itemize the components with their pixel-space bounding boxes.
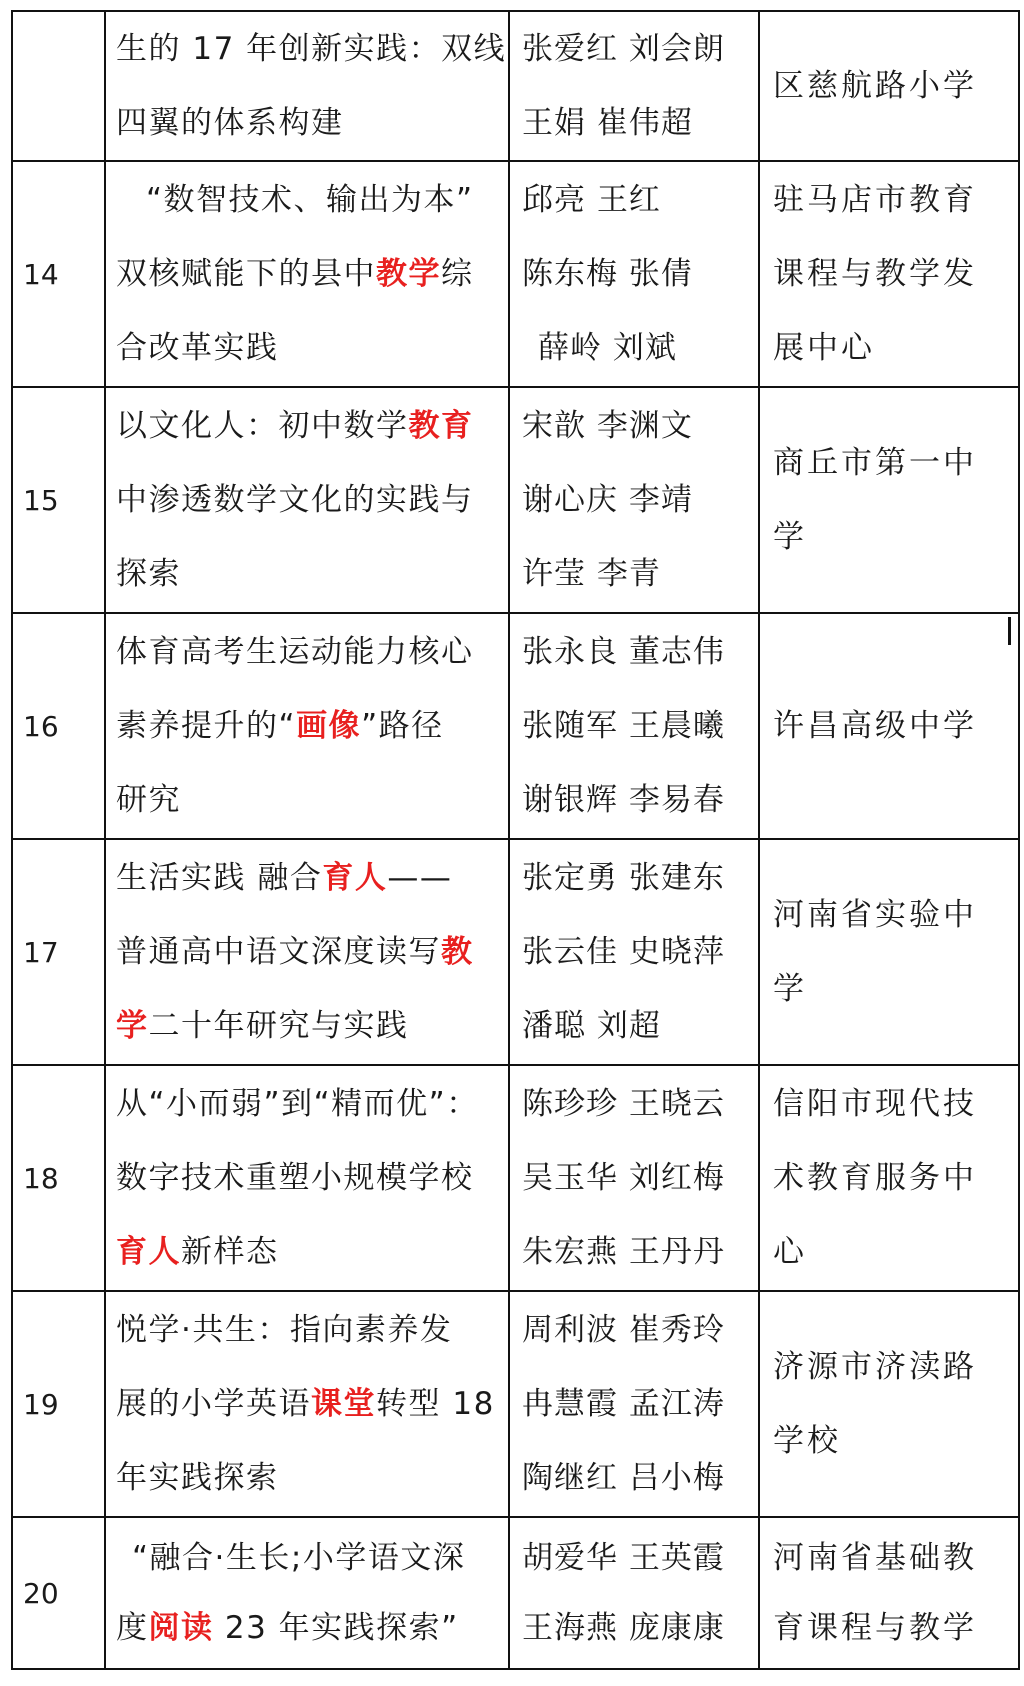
table-row (12, 613, 1019, 839)
title-text: 素养提升的“ (116, 708, 297, 744)
title-line (116, 1215, 508, 1289)
title-line (116, 389, 508, 463)
author-names: 谢心庆 李靖 (522, 482, 693, 518)
author-names: 薛岭 刘斌 (538, 330, 677, 366)
author-names: 王娟 崔伟超 (522, 105, 693, 141)
edge-mark (1008, 617, 1011, 645)
title-text: ”路径 (361, 708, 444, 744)
title-text: 转型 18 (376, 1386, 495, 1422)
title-line (116, 1441, 508, 1515)
title-text: “数智技术、输出为本” (146, 182, 474, 218)
authors-cell (509, 1065, 759, 1291)
organization-line: 商丘市第一中 (773, 445, 977, 481)
author-names: 张永良 董志伟 (522, 634, 725, 670)
organization-line: 许昌高级中学 (773, 708, 977, 744)
title-text: 展的小学英语 (116, 1386, 311, 1422)
title-text: 度 (116, 1610, 149, 1646)
author-names: 邱亮 王红 (522, 182, 661, 218)
author-names: 谢银辉 李易春 (522, 782, 725, 818)
title-line (116, 1067, 508, 1141)
title-text: 生活实践 融合 (116, 860, 323, 896)
title-line (116, 1523, 508, 1593)
organization-line: 学 (773, 519, 807, 555)
project-title-cell (105, 387, 509, 613)
author-names: 胡爱华 王英霞 (522, 1540, 725, 1576)
title-text: 四翼的体系构建 (116, 105, 344, 141)
author-names: 冉慧霞 孟江涛 (522, 1386, 725, 1422)
author-names: 王海燕 庞康康 (522, 1610, 725, 1646)
organization-cell (759, 161, 1019, 387)
project-title-cell (105, 1517, 509, 1669)
highlighted-keyword: 育人 (116, 1234, 181, 1270)
table-row (12, 1291, 1019, 1517)
author-names: 张定勇 张建东 (522, 860, 725, 896)
title-text: 新样态 (181, 1234, 279, 1270)
author-names: 陈东梅 张倩 (522, 256, 693, 292)
row-number: 18 (12, 1065, 105, 1291)
title-line (116, 86, 508, 160)
organization-line: 术教育服务中 (773, 1160, 977, 1196)
table-row (12, 839, 1019, 1065)
row-number: 16 (12, 613, 105, 839)
organization-line: 驻马店市教育 (773, 182, 977, 218)
organization-line: 信阳市现代技 (773, 1086, 977, 1122)
organization-cell (759, 839, 1019, 1065)
title-line (116, 1367, 508, 1441)
authors-cell (509, 161, 759, 387)
title-text: 体育高考生运动能力核心 (116, 634, 474, 670)
title-text: 23 年实践探索” (213, 1610, 459, 1646)
table-row (12, 1517, 1019, 1669)
author-names: 张云佳 史晓萍 (522, 934, 725, 970)
highlighted-keyword: 课堂 (311, 1386, 376, 1422)
table-row (12, 1065, 1019, 1291)
title-line (116, 915, 508, 989)
project-title-cell (105, 1291, 509, 1517)
organization-line: 课程与教学发 (773, 256, 977, 292)
author-names: 潘聪 刘超 (522, 1008, 661, 1044)
title-text: 以文化人：初中数学 (116, 408, 409, 444)
author-names: 许莹 李青 (522, 556, 661, 592)
title-text: 普通高中语文深度读写 (116, 934, 441, 970)
title-line (116, 1593, 508, 1663)
author-names: 陶继红 吕小梅 (522, 1460, 725, 1496)
authors-cell (509, 839, 759, 1065)
title-text: 综 (441, 256, 474, 292)
highlighted-keyword: 教学 (376, 256, 441, 292)
row-number: 19 (12, 1291, 105, 1517)
organization-cell (759, 387, 1019, 613)
title-text: 双核赋能下的县中 (116, 256, 376, 292)
title-text: 探索 (116, 556, 181, 592)
title-text: 研究 (116, 782, 181, 818)
title-line (116, 1293, 508, 1367)
table-row (12, 387, 1019, 613)
project-title-cell (105, 11, 509, 161)
title-text: 从“小而弱”到“精而优”： (116, 1086, 479, 1122)
title-text: 生的 17 年创新实践：双线 (116, 31, 507, 67)
organization-cell (759, 11, 1019, 161)
highlighted-keyword: 教 (441, 934, 474, 970)
highlighted-keyword: 画像 (296, 708, 362, 744)
title-text: 数字技术重塑小规模学校 (116, 1160, 474, 1196)
organization-line: 展中心 (773, 330, 875, 366)
organization-line: 学校 (773, 1423, 841, 1459)
organization-cell (759, 1291, 1019, 1517)
title-line (116, 237, 508, 311)
title-text: 悦学·共生：指向素养发 (116, 1312, 453, 1348)
title-line (116, 537, 508, 611)
table-row (12, 161, 1019, 387)
highlighted-keyword: 育人 (322, 860, 388, 896)
title-line (116, 841, 508, 915)
title-text: 合改革实践 (116, 330, 279, 366)
organization-line: 育课程与教学 (773, 1610, 977, 1646)
title-line (116, 311, 508, 385)
author-names: 吴玉华 刘红梅 (522, 1160, 725, 1196)
awards-table (11, 10, 1020, 1670)
organization-line: 河南省实验中 (773, 897, 977, 933)
authors-cell (509, 1291, 759, 1517)
authors-cell (509, 1517, 759, 1669)
row-number: 17 (12, 839, 105, 1065)
author-names: 陈珍珍 王晓云 (522, 1086, 725, 1122)
project-title-cell (105, 1065, 509, 1291)
authors-cell (509, 387, 759, 613)
organization-line: 济源市济渎路 (773, 1349, 977, 1385)
row-number: 15 (12, 387, 105, 613)
row-number: 20 (12, 1517, 105, 1669)
title-line (116, 163, 508, 237)
author-names: 宋歆 李渊文 (522, 408, 693, 444)
author-names: 张随军 王晨曦 (522, 708, 725, 744)
highlighted-keyword: 教育 (408, 408, 474, 444)
title-line (116, 463, 508, 537)
title-line (116, 989, 508, 1063)
authors-cell (509, 11, 759, 161)
highlighted-keyword: 阅读 (148, 1610, 214, 1646)
organization-line: 区慈航路小学 (773, 68, 977, 104)
organization-line: 河南省基础教 (773, 1540, 977, 1576)
title-line (116, 1141, 508, 1215)
author-names: 周利波 崔秀玲 (522, 1312, 725, 1348)
author-names: 张爱红 刘会朗 (522, 31, 725, 67)
project-title-cell (105, 161, 509, 387)
title-line (116, 12, 508, 86)
organization-cell (759, 613, 1019, 839)
title-line (116, 689, 508, 763)
author-names: 朱宏燕 王丹丹 (522, 1234, 725, 1270)
title-line (116, 615, 508, 689)
project-title-cell (105, 613, 509, 839)
title-text: “融合·生长;小学语文深 (132, 1540, 466, 1576)
table-row (12, 11, 1019, 161)
highlighted-keyword: 学 (116, 1008, 149, 1044)
authors-cell (509, 613, 759, 839)
title-text: 中渗透数学文化的实践与 (116, 482, 474, 518)
row-number (12, 11, 105, 161)
organization-cell (759, 1065, 1019, 1291)
row-number: 14 (12, 161, 105, 387)
title-text: 二十年研究与实践 (148, 1008, 409, 1044)
project-title-cell (105, 839, 509, 1065)
title-line (116, 763, 508, 837)
title-text: —— (387, 860, 453, 896)
title-text: 年实践探索 (116, 1460, 279, 1496)
organization-cell (759, 1517, 1019, 1669)
organization-line: 学 (773, 971, 807, 1007)
organization-line: 心 (773, 1234, 807, 1270)
